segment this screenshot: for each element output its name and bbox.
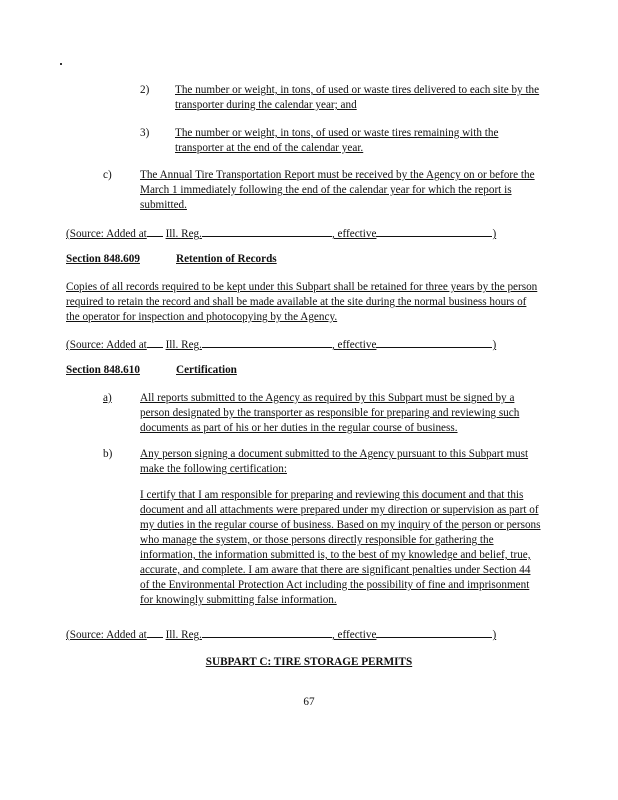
source-reg: Ill. Reg. bbox=[165, 339, 202, 351]
item-3-number: 3) bbox=[140, 127, 150, 139]
page-number: 67 bbox=[303, 696, 315, 708]
item-b-number: b) bbox=[103, 448, 113, 460]
section-609-body: Copies of all records required to be kept under this Subpart shall be retained for three years by the person required to retain the record and shall be made available at the site during the normal business hours of the operator for inspection and photocopying by the Agency. bbox=[66, 281, 538, 323]
section-609-number: Section 848.609 bbox=[66, 253, 140, 265]
item-b-text: Any person signing a document submitted to the Agency pursuant to this Subpart must make the following certification: bbox=[140, 448, 529, 475]
source-reg: Ill. Reg. bbox=[165, 629, 202, 641]
source-close: ) bbox=[492, 339, 497, 351]
item-a-text: All reports submitted to the Agency as required by this Subpart must be signed by a person designated by the transporter as responsible for preparing and reviewing such documents as part of his or her duties in the regular course of business. bbox=[140, 392, 520, 434]
item-2-number: 2) bbox=[140, 84, 150, 96]
source-line bbox=[66, 225, 546, 242]
source-effective: , effective bbox=[331, 228, 377, 240]
source-effective: , effective bbox=[331, 629, 377, 641]
item-3-text: The number or weight, in tons, of used or waste tires remaining with the transporter at the end of the calendar year. bbox=[175, 127, 499, 154]
item-2-text: The number or weight, in tons, of used or waste tires delivered to each site by the transporter during the calendar year; and bbox=[175, 84, 540, 111]
source-close: ) bbox=[492, 629, 497, 641]
item-c-number: c) bbox=[103, 169, 112, 181]
subpart-heading: SUBPART C: TIRE STORAGE PERMITS bbox=[205, 656, 413, 668]
scan-speck bbox=[60, 63, 62, 65]
source-reg: Ill. Reg. bbox=[165, 228, 202, 240]
source-added: (Source: Added at bbox=[66, 228, 147, 240]
section-609-title: Retention of Records bbox=[176, 253, 277, 265]
source-added: (Source: Added at bbox=[66, 339, 147, 351]
section-610-number: Section 848.610 bbox=[66, 364, 140, 376]
certification-statement: I certify that I am responsible for preparing and reviewing this document and that this document and all attachments were prepared under my direction or supervision as part of my duties in the regular course of business. Based on my inquiry of the person or persons who manage the system, or those persons directly responsible for gathering the information, the information submitted is, to the best of my knowledge and belief, true, accurate, and complete. I am aware that there are significant penalties under Section 44 of the Environmental Protection Act including the possibility of fine and imprisonment for knowingly submitting false information. bbox=[140, 489, 541, 606]
item-a-number: a) bbox=[103, 392, 112, 404]
source-effective: , effective bbox=[331, 339, 377, 351]
item-c-text: The Annual Tire Transportation Report must be received by the Agency on or before the March 1 immediately following the end of the calendar year for which the report is submitted. bbox=[140, 169, 535, 211]
source-close: ) bbox=[492, 228, 497, 240]
section-610-title: Certification bbox=[176, 364, 237, 376]
source-line bbox=[66, 336, 546, 353]
section-609-heading bbox=[66, 252, 140, 267]
source-added: (Source: Added at bbox=[66, 629, 147, 641]
source-line bbox=[66, 626, 546, 643]
